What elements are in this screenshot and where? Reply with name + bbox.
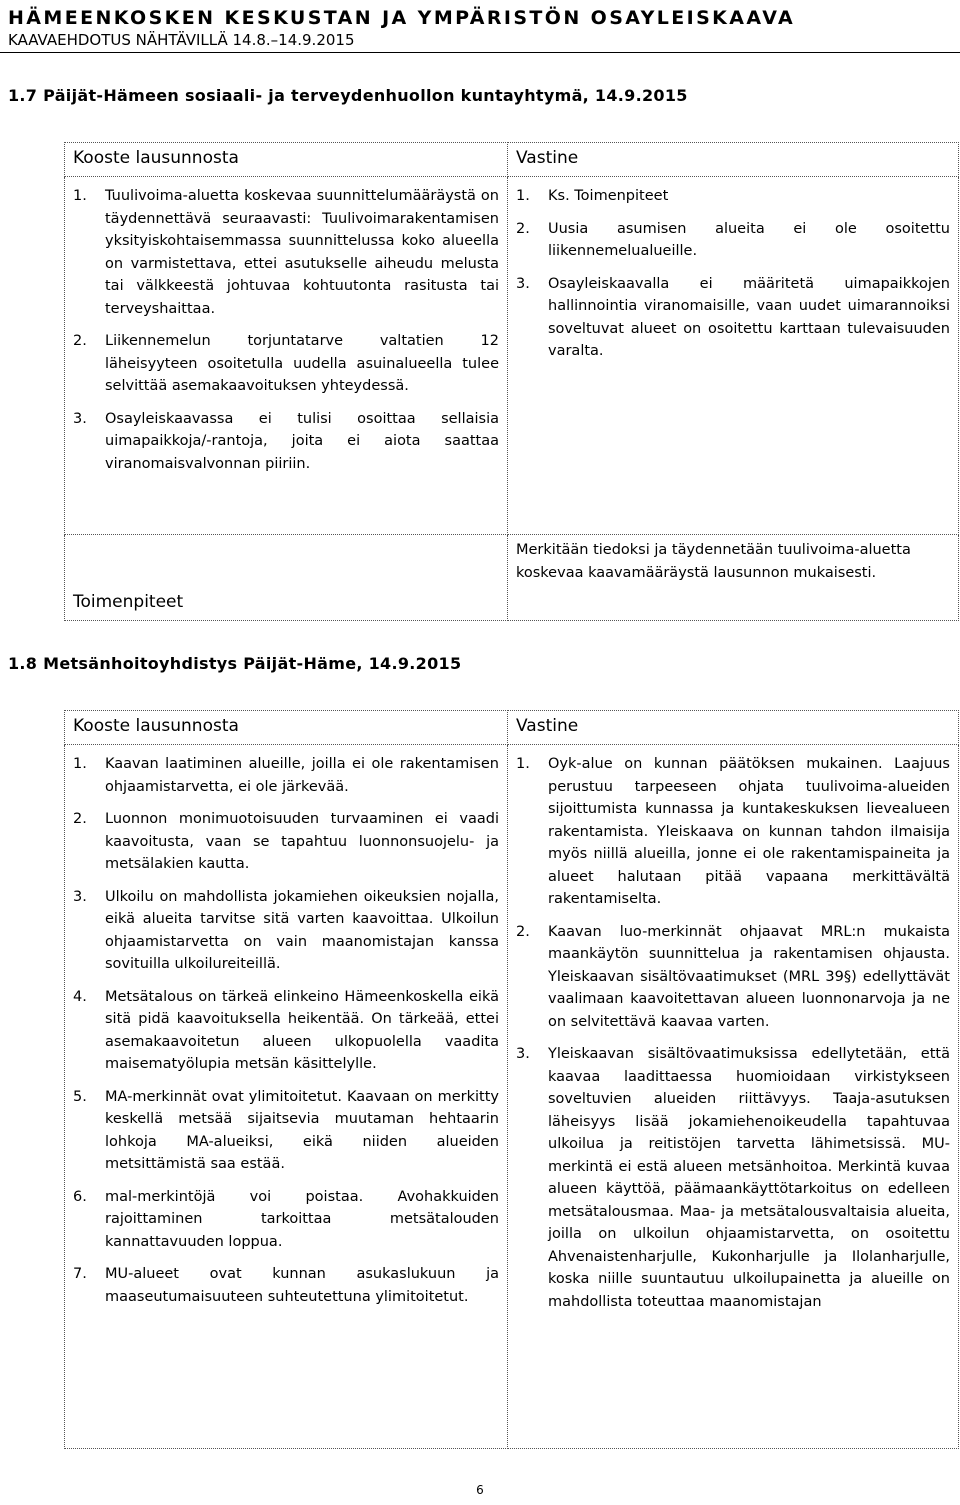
page-number: 6 bbox=[476, 1483, 484, 1497]
list-item bbox=[73, 408, 499, 476]
response-cell bbox=[508, 177, 959, 535]
response-cell bbox=[508, 745, 959, 1449]
column-header-response: Vastine bbox=[508, 143, 959, 177]
statement-table bbox=[64, 710, 959, 1449]
item-text: Uusia asumisen alueita ei ole osoitettu liikennemelualueille. bbox=[548, 220, 950, 259]
document-subtitle: KAAVAEHDOTUS NÄHTÄVILLÄ 14.8.–14.9.2015 bbox=[8, 31, 355, 49]
list-item bbox=[73, 185, 499, 320]
item-number: 1. bbox=[516, 756, 530, 772]
item-text: Kaavan laatiminen alueille, joilla ei ole rakentamisen ohjaamistarvetta, ei ole järkevää. bbox=[105, 756, 499, 795]
statement-table bbox=[64, 142, 959, 621]
item-number: 1. bbox=[73, 756, 87, 772]
item-text: Ulkoilu on mahdollista jokamiehen oikeuksien nojalla, eikä alueita tarvitse sitä varten kaavoittaa. Ulkoilun ohjaamistarvetta on vain maanomistajan kanssa sovituilla ulkoilureiteillä. bbox=[105, 888, 499, 972]
item-text: Oyk-alue on kunnan päätöksen mukainen. Laajuus perustuu tarpeeseen ohjata tuulivoima-alueiden sijoittumista kunnassa ja kuntakeskuksen lievealueen rakentamista. Yleiskaava on kunnan tahdon ilmaisija myös niillä alueilla, jonne ei ole rakentamispaineita ja alueet halutaan pitää vapaana merkittävältä rakentamiselta. bbox=[548, 756, 950, 907]
item-text: Luonnon monimuotoisuuden turvaaminen ei vaadi kaavoitusta, vaan se tapahtuu luonnonsuojelu- ja metsälakien kautta. bbox=[105, 811, 499, 872]
item-text: Osayleiskaavalla ei määritetä uimapaikkojen hallinnointia viranomaisille, vaan uudet uimarannoiksi soveltuvat alueet on osoitettu karttaan tulevaisuuden varalta. bbox=[548, 275, 950, 359]
item-number: 4. bbox=[73, 988, 87, 1005]
item-text: Liikennemelun torjuntatarve valtatien 12 läheisyyteen osoitetulla uudella asuinalueella tulee selvittää asemakaavoituksen yhteydessä. bbox=[105, 333, 499, 394]
item-number: 3. bbox=[516, 275, 530, 292]
list-item bbox=[516, 218, 950, 263]
list-item bbox=[516, 185, 950, 208]
actions-text: Merkitään tiedoksi ja täydennetään tuulivoima-aluetta koskevaa kaavamääräystä lausunnon mukaisesti. bbox=[508, 535, 959, 621]
list-item bbox=[73, 1086, 499, 1176]
section-title: 1.8 Metsänhoitoyhdistys Päijät-Häme, 14.9.2015 bbox=[8, 654, 462, 673]
item-number: 1. bbox=[516, 188, 530, 204]
item-number: 1. bbox=[73, 188, 87, 204]
item-number: 3. bbox=[73, 410, 87, 427]
item-number: 6. bbox=[73, 1188, 87, 1205]
list-item bbox=[516, 273, 950, 363]
item-text: Yleiskaavan sisältövaatimuksissa edellytetään, että kaavaa laadittaessa huomioidaan virkistykseen soveltuvien alueiden riittävyys. Taaja-asutuksen läheisyys lisää jokamiehenoikeudella tapahtuvaa ulkoilua ja reitistöjen tarvetta lähimetsissä. MU-merkintä ei estä alueen metsänhoitoa. Merkintä kuvaa alueen käyttöä, päämaankäyttötarkoitus on edelleen metsätalousmaa. Maa- ja metsätalousvaltaisia alueita, joilla on ulkoilun ohjaamistarvetta, on osoitettu Ahvenaistenharjulle, Kukonharjulle ja Ilolanharjulle, koska niille suuntautuu ulkoilupainetta ja alueille on mahdollista toteuttaa maanomistajan bbox=[548, 1046, 950, 1310]
summary-cell bbox=[65, 177, 508, 535]
list-item bbox=[73, 986, 499, 1076]
item-text: Osayleiskaavassa ei tulisi osoittaa sellaisia uimapaikkoja/-rantoja, joita ei aiota saattaa viranomaisvalvonnan piiriin. bbox=[105, 410, 499, 472]
document-header bbox=[8, 6, 948, 50]
item-number: 3. bbox=[516, 1046, 530, 1062]
header-divider bbox=[0, 52, 960, 53]
actions-label: Toimenpiteet bbox=[65, 535, 508, 621]
item-text: Kaavan luo-merkinnät ohjaavat MRL:n mukaista maankäytön suunnittelua ja rakentamisen ohjausta. Yleiskaavan sisältövaatimukset (MRL 39§) edellyttävät vaalimaan kaavoitettavan alueen luonnonarvoja ja ne on selvitettävä kaavaa varten. bbox=[548, 923, 950, 1030]
column-header-response: Vastine bbox=[508, 711, 959, 745]
list-item bbox=[73, 808, 499, 876]
item-text: MU-alueet ovat kunnan asukaslukuun ja maaseutumaisuuteen suhteutettuna ylimitoitetut. bbox=[105, 1266, 499, 1305]
list-item bbox=[516, 753, 950, 911]
list-item bbox=[73, 886, 499, 976]
document-title: HÄMEENKOSKEN KESKUSTAN JA YMPÄRISTÖN OSAYLEISKAAVA bbox=[8, 7, 796, 29]
column-header-summary: Kooste lausunnosta bbox=[65, 143, 508, 177]
item-text: MA-merkinnät ovat ylimitoitetut. Kaavaan on merkitty keskellä metsää sijaitsevia muutaman hehtaarin lohkoja MA-alueiksi, eikä niiden alueiden metsittämistä saa estää. bbox=[105, 1088, 499, 1172]
list-item bbox=[73, 330, 499, 398]
list-item bbox=[516, 1043, 950, 1313]
item-number: 2. bbox=[73, 333, 87, 349]
item-number: 2. bbox=[516, 923, 530, 940]
section-title: 1.7 Päijät-Hämeen sosiaali- ja terveydenhuollon kuntayhtymä, 14.9.2015 bbox=[8, 86, 688, 105]
item-number: 5. bbox=[73, 1088, 87, 1105]
item-text: Ks. Toimenpiteet bbox=[548, 188, 669, 204]
column-header-summary: Kooste lausunnosta bbox=[65, 711, 508, 745]
list-item bbox=[516, 921, 950, 1034]
item-number: 3. bbox=[73, 888, 87, 905]
item-text: Metsätalous on tärkeä elinkeino Hämeenkoskella eikä sitä pidä kaavoituksella heikentää. On tärkeää, ettei asemakaavoitetun alueen ulkopuolella vaadita maisematyölupia metsän käsittelylle. bbox=[105, 988, 499, 1072]
item-text: mal-merkintöjä voi poistaa. Avohakkuiden rajoittaminen tarkoittaa metsätalouden kannattavuuden loppua. bbox=[105, 1188, 499, 1250]
item-number: 2. bbox=[73, 811, 87, 827]
item-text: Tuulivoima-aluetta koskevaa suunnittelumääräystä on täydennettävä seuraavasti: Tuulivoimarakentamisen yksityiskohtaisemmassa suunnittelussa koko alueella on varmistettava, ettei asutukselle aiheudu melusta tai välkkeestä johtuvaa kohtuutonta rasitusta tai terveyshaittaa. bbox=[105, 188, 499, 317]
list-item bbox=[73, 1263, 499, 1308]
item-number: 2. bbox=[516, 220, 530, 237]
list-item bbox=[73, 1186, 499, 1254]
item-number: 7. bbox=[73, 1266, 87, 1282]
list-item bbox=[73, 753, 499, 798]
summary-cell bbox=[65, 745, 508, 1449]
